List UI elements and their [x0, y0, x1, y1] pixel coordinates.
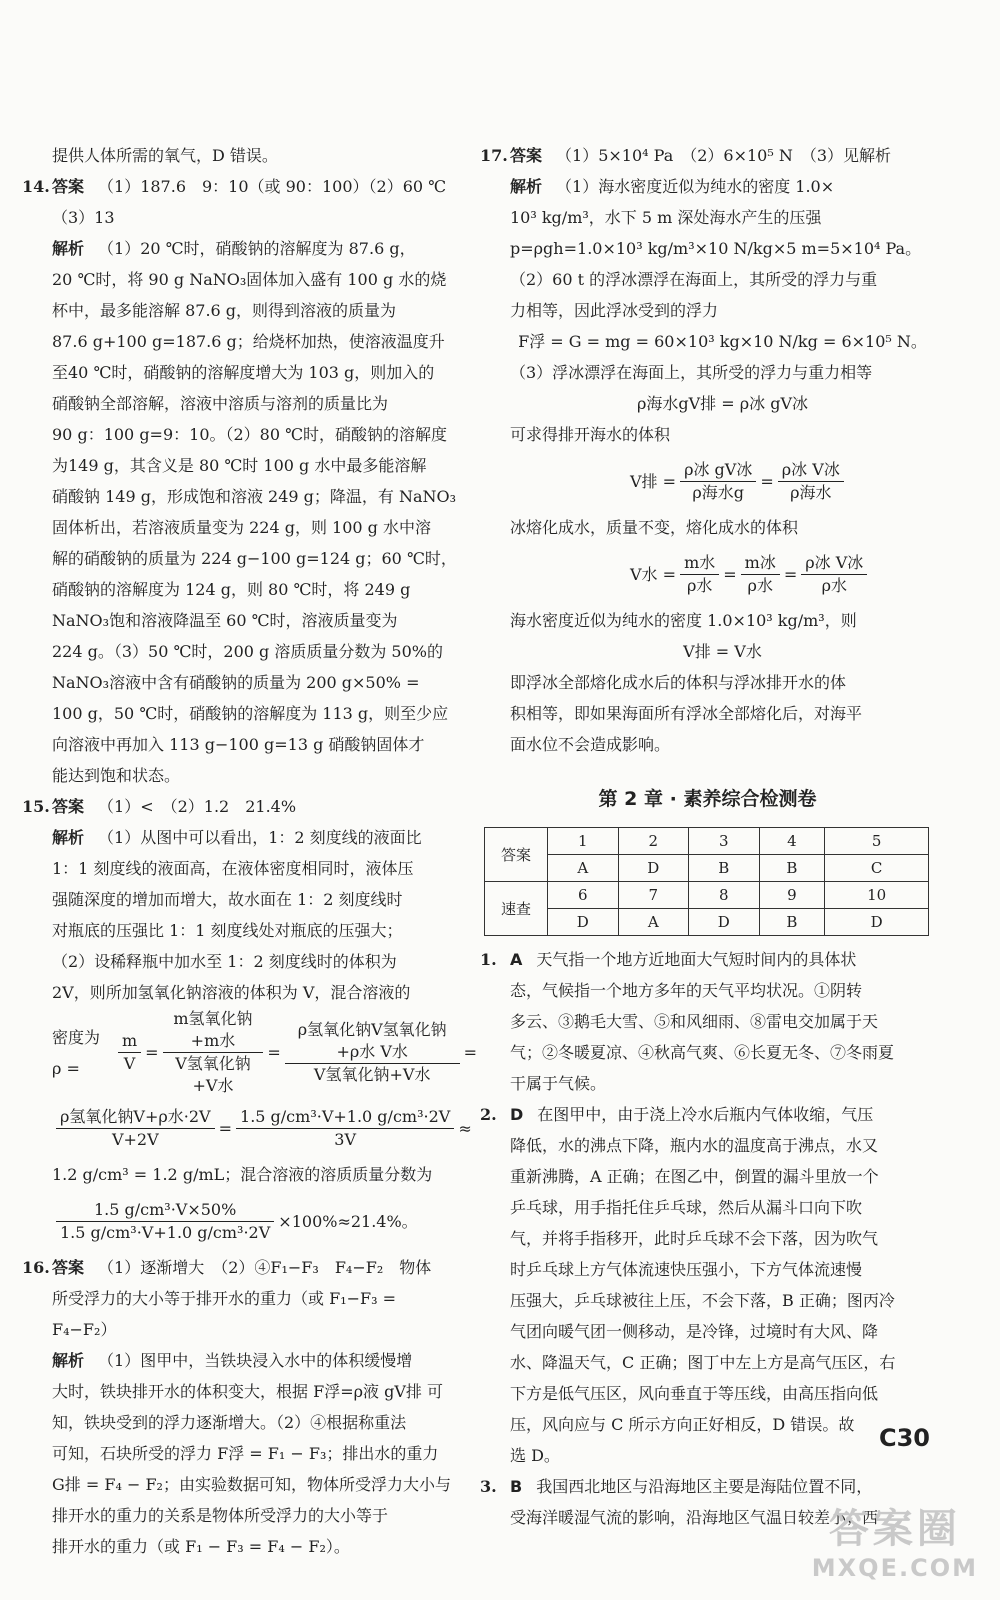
answer-quick-check-table [484, 827, 929, 936]
a2-line-9: 压，风向应与 C 所示方向正好相反，D 错误。故 [510, 1415, 855, 1434]
vpai-f1-num: ρ冰 gV冰 [680, 459, 756, 482]
q14-analysis-line-9: 固体析出，若溶液质量变为 224 g，则 100 g 水中溶 [52, 518, 431, 537]
q17-line-1: p=ρgh=1.0×10³ kg/m³×10 N/kg×5 m=5×10⁴ Pa。 [510, 239, 922, 258]
a2-line-6: 气团向暖气团一侧移动，是冷锋，过境时有大风、降 [510, 1322, 879, 1341]
vshui-formula: V水 = $\frac{\text{m水}}{\text{ρ水}}$ = $\frac{\text{m冰}}{\text{ρ水}}$ = $\frac{\text{ρ冰 V冰}}{\text{ρ水}}$ [510, 543, 935, 605]
balance-equation: ρ海水gV排 = ρ冰 gV冰 [636, 394, 809, 413]
q16-answer [22, 1252, 477, 1283]
density2-fraction-1 [56, 1106, 215, 1151]
q14-analysis-line-14: NaNO₃溶液中含有硝酸钠的质量为 200 g×50% = [52, 673, 420, 692]
equal-volume-equation: V排 = V水 [683, 642, 762, 661]
q14-analysis-line-13: 224 g。（3）50 ℃时，200 g 溶质质量分数为 50%的 [52, 642, 443, 661]
density-fraction-2 [163, 1008, 264, 1097]
watermark-domain: MXQE.COM [811, 1554, 978, 1582]
a2-line-1: 重新沸腾，A 正确；在图乙中，倒置的漏斗里放一个 [510, 1167, 879, 1186]
q15-analysis-line-0: （1）从图中可以看出，1：2 刻度线的液面比 [98, 828, 422, 847]
table-row [485, 909, 929, 936]
table-row [485, 855, 929, 882]
vpai-fraction-1 [680, 459, 756, 504]
a2-line-5: 压强大，乒乓球被往上压，不会下落，B 正确；图丙冷 [510, 1291, 895, 1310]
a1-number: 1. [480, 950, 497, 969]
q15-analysis-line [52, 822, 477, 853]
q16-analysis-line-4: G排 = F₄ − F₂；由实验数据可知，物体所受浮力大小与 [52, 1475, 451, 1494]
table-cell: 5 [825, 828, 929, 855]
q14-analysis-line-8: 硝酸钠 149 g，形成饱和溶液 249 g；降温，有 NaNO₃ [52, 487, 457, 506]
vshui-f1-num: m水 [680, 552, 719, 575]
page-number: C30 [878, 1424, 930, 1452]
q14-analysis-line-1: 20 ℃时，将 90 g NaNO₃固体加入盛有 100 g 水的烧 [52, 270, 447, 289]
q16-analysis-line-5: 排开水的重力的关系是物体所受浮力的大小等于 [52, 1506, 389, 1525]
q17-answer [480, 140, 935, 171]
q15-analysis [22, 822, 477, 1252]
q17-analysis-first: （1）海水密度近似为纯水的密度 1.0× [556, 177, 835, 196]
table-cell: D [689, 909, 760, 936]
table-cell: 6 [548, 882, 619, 909]
q15-analysis-tag: 解析 [52, 828, 85, 847]
q16-analysis-line-2: 知，铁块受到的浮力逐渐增大。（2）④根据称重法 [52, 1413, 407, 1432]
q16-analysis [22, 1345, 477, 1562]
q16-number: 16. [22, 1258, 50, 1277]
q17-line-density: 海水密度近似为纯水的密度 1.0×10³ kg/m³，则 [510, 611, 857, 630]
table-cell: C [825, 855, 929, 882]
percent-formula [52, 1190, 477, 1252]
table-cell: 1 [548, 828, 619, 855]
density-prefix: 密度为 ρ = [52, 1027, 101, 1078]
q17-line-3: 力相等，因此浮冰受到的浮力 [510, 301, 719, 320]
density2-fraction-2 [236, 1106, 454, 1151]
q16-analysis-line-0: （1）图甲中，当铁块浸入水中的体积缓慢增 [98, 1351, 413, 1370]
density-f1-den: V [123, 1054, 136, 1073]
q15-result-line: 1.2 g/cm³ = 1.2 g/mL；混合溶液的溶质质量分数为 [52, 1165, 433, 1184]
q14-analysis-line-10: 解的硝酸钠的质量为 224 g−100 g=124 g；60 ℃时， [52, 549, 457, 568]
table-label-answer: 答案 [485, 828, 548, 882]
q15-answer [22, 791, 477, 822]
a1-line-0: 态，气候指一个地方多年的天气平均状况。①阴转 [510, 981, 863, 1000]
q14-number: 14. [22, 177, 50, 196]
table-cell: 10 [825, 882, 929, 909]
q15-answer-text: （1）< （2）1.2 21.4% [98, 797, 297, 816]
q16-analysis-tag: 解析 [52, 1351, 85, 1370]
right-column [480, 140, 935, 1533]
vshui-fraction-2 [741, 552, 780, 597]
a2-first-line [480, 1099, 935, 1130]
q14-analysis-line-2: 杯中，最多能溶解 87.6 g，则得到溶液的质量为 [52, 301, 397, 320]
vshui-f2-num: m冰 [741, 552, 780, 575]
q15-analysis-line-2: 强随深度的增加而增大，故水面在 1：2 刻度线时 [52, 890, 403, 909]
a2-line-8: 下方是低气压区，风向垂直于等压线，由高压指向低 [510, 1384, 879, 1403]
density-formula-1: 密度为 ρ = $\frac{m}{V}$ = $\frac{\text{m氢氧化钠+m水}}{\text{V氢氧化钠+V水}}$ = $\frac{\text{ρ氢氧化钠V氢氧化钠+ρ水 V水}}{\text{V氢氧化钠+V水}}$ = [52, 1009, 477, 1095]
percent-num: 1.5 g/cm³·V×50% [56, 1199, 274, 1222]
q14-analysis-line-0: （1）20 ℃时，硝酸钠的溶解度为 87.6 g， [98, 239, 416, 258]
table-label-quick: 速查 [485, 882, 548, 936]
q17-answer-tag: 答案 [510, 146, 543, 165]
q17-line-melt: 冰熔化成水，质量不变，熔化成水的体积 [510, 518, 799, 537]
a1-first-line [480, 944, 935, 975]
density-f1-num: m [118, 1030, 141, 1053]
q14-analysis-line-5: 硝酸钠全部溶解，溶液中溶质与溶剂的质量比为 [52, 394, 389, 413]
q14-analysis-line [52, 233, 477, 264]
q14-answer-cont: （3）13 [52, 208, 115, 227]
q17-line-0: 10³ kg/m³，水下 5 m 深处海水产生的压强 [510, 208, 822, 227]
vpai-f2-den: ρ海水 [790, 482, 832, 502]
density-f3-den: V氢氧化钠+V水 [313, 1065, 431, 1084]
q16-answer-line-1: 所受浮力的大小等于排开水的重力（或 F₁−F₃ = [52, 1289, 397, 1308]
q14-answer [22, 171, 477, 202]
vshui-f3-num: ρ冰 V冰 [801, 552, 867, 575]
density2-f1-num: ρ氢氧化钠V+ρ水·2V [56, 1106, 215, 1129]
density-f3-num: ρ氢氧化钠V氢氧化钠+ρ水 V水 [285, 1019, 460, 1064]
a2-line-7: 水、降温天气，C 正确；图丁中左上方是高气压区，右 [510, 1353, 896, 1372]
table-cell: A [618, 909, 689, 936]
a2-line-2: 乒乓球，用手指托住乒乓球，然后从漏斗口向下吹 [510, 1198, 863, 1217]
q17-line-volume: 可求得排开海水的体积 [510, 425, 671, 444]
vshui-prefix: V水 = [630, 564, 677, 584]
table-row [485, 882, 929, 909]
a2-rest [480, 1130, 935, 1471]
table-cell: 9 [759, 882, 825, 909]
q16-answer-tag: 答案 [52, 1258, 85, 1277]
q17-analysis [480, 171, 935, 760]
a1-line-2: 气；②冬暖夏凉、④秋高气爽、⑥长夏无冬、⑦冬雨夏 [510, 1043, 895, 1062]
vshui-fraction-1 [680, 552, 719, 597]
q17-number: 17. [480, 146, 508, 165]
percent-fraction [56, 1199, 274, 1244]
vshui-fraction-3 [801, 552, 867, 597]
q15-analysis-line-1: 1：1 刻度线的液面高，在液体密度相同时，液体压 [52, 859, 414, 878]
table-cell: D [548, 909, 619, 936]
q17-conclusion-2: 面水位不会造成影响。 [510, 735, 671, 754]
vpai-fraction-2 [778, 459, 844, 504]
table-cell: 2 [618, 828, 689, 855]
density-fraction-3 [285, 1019, 460, 1086]
a3-line-0: 受海洋暖湿气流的影响，沿海地区气温日较差小；西 [510, 1508, 879, 1527]
q17-answer-text: （1）5×10⁴ Pa （2）6×10⁵ N （3）见解析 [556, 146, 892, 165]
q14-analysis-line-12: NaNO₃饱和溶液降温至 60 ℃时，溶液质量变为 [52, 611, 398, 630]
a2-choice: D [510, 1105, 524, 1124]
q15-analysis-line-3: 对瓶底的压强比 1：1 刻度线处对瓶底的压强大； [52, 921, 403, 940]
a2-line-10: 选 D。 [510, 1446, 560, 1465]
watermark-logo [812, 1497, 978, 1582]
density-fraction-1 [118, 1030, 141, 1075]
q14-analysis [22, 233, 477, 791]
left-column [22, 140, 477, 1562]
table-cell: D [825, 909, 929, 936]
q15-number: 15. [22, 797, 50, 816]
percent-tail: ×100%≈21.4%。 [278, 1211, 418, 1231]
a2-number: 2. [480, 1105, 497, 1124]
q14-analysis-line-11: 硝酸钠的溶解度为 124 g，则 80 ℃时，将 249 g [52, 580, 411, 599]
table-cell: B [689, 855, 760, 882]
a2-line-4: 时乒乓球上方气体流速快压强小，下方气体流速慢 [510, 1260, 863, 1279]
vshui-f1-den: ρ水 [686, 575, 713, 595]
table-row [485, 828, 929, 855]
q16-analysis-line-3: 可知，石块所受的浮力 F浮 = F₁ − F₃；排出水的重力 [52, 1444, 439, 1463]
a1-line-3: 干属于气候。 [510, 1074, 607, 1093]
density-formula-2: $\frac{\text{ρ氢氧化钠V+ρ水·2V}}{V+2V}$ = $\frac{\text{1.5 g/cm³·V+1.0 g/cm³·2V}}{3V}$ ≈ [52, 1097, 477, 1159]
q14-answer-text: （1）187.6 9：10（或 90：100）（2）60 ℃ [98, 177, 447, 196]
density-f2-num: m氢氧化钠+m水 [163, 1008, 264, 1053]
table-cell: B [759, 909, 825, 936]
q16-analysis-line-6: 排开水的重力（或 F₁ − F₃ = F₄ − F₂）。 [52, 1537, 350, 1556]
q14-analysis-line-7: 为149 g，其含义是 80 ℃时 100 g 水中最多能溶解 [52, 456, 427, 475]
a2-first: 在图甲中，由于浇上冷水后瓶内气体收缩，气压 [537, 1105, 874, 1124]
q16-analysis-line [52, 1345, 477, 1376]
vpai-formula: V排 = $\frac{\text{ρ冰 gV冰}}{\text{ρ海水g}}$ = $\frac{\text{ρ冰 V冰}}{\text{ρ海水}}$ [510, 450, 935, 512]
q17-conclusion-1: 积相等，即如果海面所有浮冰全部熔化后，对海平 [510, 704, 863, 723]
a1-first: 天气指一个地方近地面大气短时间内的具体状 [536, 950, 857, 969]
q16-analysis-line-1: 大时，铁块排开水的体积变大，根据 F浮=ρ液 gV排 可 [52, 1382, 443, 1401]
q15-analysis-line-5: 2V，则所加氢氧化钠溶液的体积为 V，混合溶液的 [52, 983, 411, 1002]
q17-analysis-line [510, 171, 935, 202]
table-cell: D [618, 855, 689, 882]
chapter-title: 第 2 章 · 素养综合检测卷 [598, 788, 817, 810]
table-cell: A [548, 855, 619, 882]
table-cell: 4 [759, 828, 825, 855]
q14-analysis-tag: 解析 [52, 239, 85, 258]
q17-conclusion-0: 即浮冰全部熔化成水后的体积与浮冰排开水的体 [510, 673, 847, 692]
q14-analysis-line-17: 能达到饱和状态。 [52, 766, 181, 785]
density2-f2-den: 3V [334, 1129, 357, 1149]
q17-analysis-tag: 解析 [510, 177, 543, 196]
vpai-prefix: V排 = [630, 471, 677, 491]
q14-analysis-line-15: 100 g，50 ℃时，硝酸钠的溶解度为 113 g，则至少应 [52, 704, 449, 723]
buoyancy-equation: F浮 = G = mg = 60×10³ kg×10 N/kg = 6×10⁵ N。 [518, 332, 927, 351]
intro-text: 提供人体所需的氧气，D 错误。 [52, 146, 278, 165]
a3-choice: B [510, 1477, 523, 1496]
a2-line-3: 气，并将手指移开，此时乒乓球不会下落，因为吹气 [510, 1229, 879, 1248]
watermark-main: 答案圈 [828, 1506, 961, 1552]
density2-f1-den: V+2V [111, 1129, 159, 1149]
q15-answer-tag: 答案 [52, 797, 85, 816]
a2-line-0: 降低，水的沸点下降，瓶内水的温度高于沸点，水又 [510, 1136, 879, 1155]
q17-line-part3: （3）浮冰漂浮在海面上，其所受的浮力与重力相等 [510, 363, 873, 382]
table-cell: B [759, 855, 825, 882]
q16-answer-line-2: F₄−F₂） [52, 1320, 117, 1339]
q16-answer-line-0: （1）逐渐增大 （2）④F₁−F₃ F₄−F₂ 物体 [98, 1258, 432, 1277]
percent-den: 1.5 g/cm³·V+1.0 g/cm³·2V [60, 1222, 271, 1242]
q14-analysis-line-6: 90 g：100 g=9：10。（2）80 ℃时，硝酸钠的溶解度 [52, 425, 448, 444]
q15-analysis-line-4: （2）设稀释瓶中加水至 1：2 刻度线时的体积为 [52, 952, 397, 971]
vpai-f1-den: ρ海水g [692, 482, 745, 502]
a1-line-1: 多云、③鹅毛大雪、⑤和风细雨、⑧雷电交加属于天 [510, 1012, 879, 1031]
density-f2-den: V氢氧化钠+V水 [175, 1054, 251, 1095]
vshui-f2-den: ρ水 [747, 575, 773, 595]
table-cell: 8 [689, 882, 760, 909]
table-cell: 7 [618, 882, 689, 909]
a1-choice: A [510, 950, 523, 969]
a3-first: 我国西北地区与沿海地区主要是海陆位置不同， [536, 1477, 873, 1496]
table-cell: 3 [689, 828, 760, 855]
q14-analysis-line-4: 至40 ℃时，硝酸钠的溶解度增大为 103 g，则加入的 [52, 363, 435, 382]
q14-analysis-line-16: 向溶液中再加入 113 g−100 g=13 g 硝酸钠固体才 [52, 735, 425, 754]
vshui-f3-den: ρ水 [821, 575, 847, 595]
q14-answer-tag: 答案 [52, 177, 85, 196]
a3-number: 3. [480, 1477, 497, 1496]
q14-analysis-line-3: 87.6 g+100 g=187.6 g；给烧杯加热，使溶液温度升 [52, 332, 445, 351]
vpai-f2-num: ρ冰 V冰 [778, 459, 844, 482]
density2-f2-num: 1.5 g/cm³·V+1.0 g/cm³·2V [236, 1106, 454, 1129]
q17-line-2: （2）60 t 的浮冰漂浮在海面上，其所受的浮力与重 [510, 270, 878, 289]
a1-rest [480, 975, 935, 1099]
